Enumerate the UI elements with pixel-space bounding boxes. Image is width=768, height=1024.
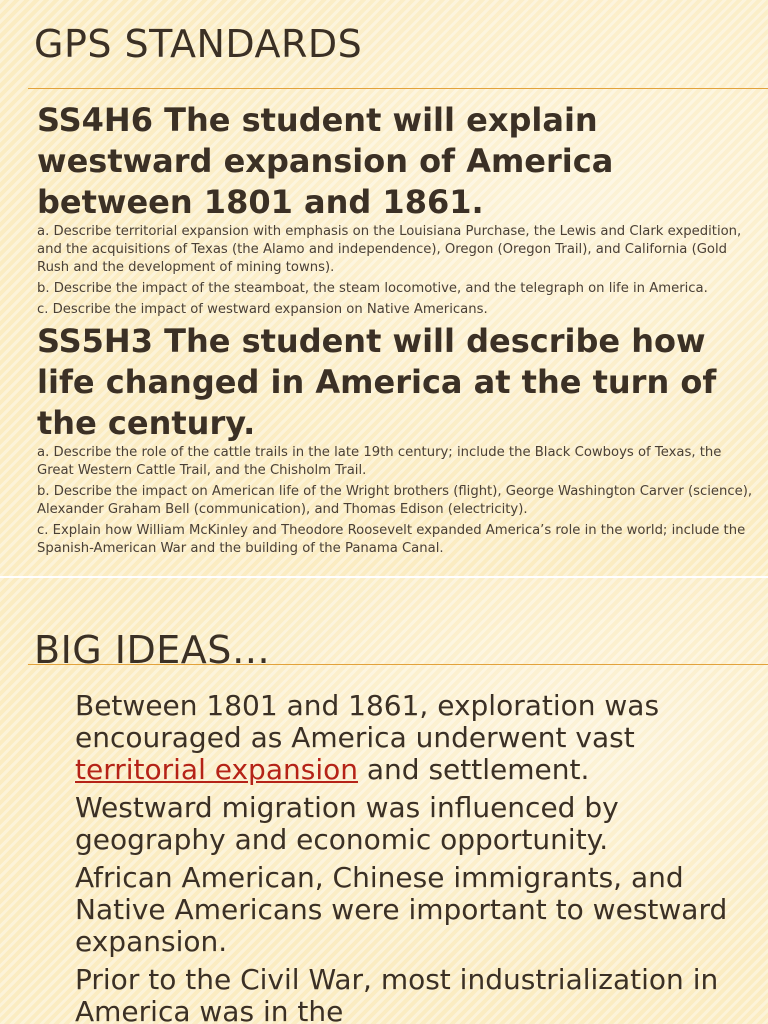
standard-heading-text: SS5H3 The student will describe how life changed in America at the turn of the century. bbox=[37, 322, 717, 442]
big-idea-text: Between 1801 and 1861, exploration was encouraged as America underwent vast bbox=[75, 689, 660, 754]
title-divider bbox=[28, 664, 768, 665]
slide-content bbox=[0, 100, 768, 558]
big-idea-text: Westward migration was influenced by geography and economic opportunity. bbox=[75, 791, 619, 856]
sub-point-text: b. Describe the impact of the steamboat, the steam locomotive, and the telegraph on life in America. bbox=[37, 281, 708, 296]
sub-point bbox=[0, 522, 768, 558]
big-idea bbox=[0, 964, 768, 1024]
standard-heading-text: SS4H6 The student will explain westward expansion of America between 1801 and 1861. bbox=[37, 101, 614, 221]
big-idea-text: Prior to the Civil War, most industrialization in America was in the bbox=[75, 963, 719, 1024]
big-idea-text: African American, Chinese immigrants, and Native Americans were important to westward expansion. bbox=[75, 861, 728, 958]
sub-point-text: c. Explain how William McKinley and Theodore Roosevelt expanded America’s role in the world; include the Spanish-American War and the building of the Panama Canal. bbox=[37, 523, 746, 556]
sub-point bbox=[0, 483, 768, 519]
slide-content bbox=[0, 690, 768, 1024]
sub-point bbox=[0, 444, 768, 480]
sub-point-text: b. Describe the impact on American life of the Wright brothers (flight), George Washington Carver (science), Alexander Graham Bell (communication), and Thomas Edison (electricity). bbox=[37, 484, 753, 517]
big-idea bbox=[0, 862, 768, 958]
standard-heading bbox=[0, 321, 768, 444]
big-idea bbox=[0, 690, 768, 786]
slide-big-ideas bbox=[0, 578, 768, 1024]
slide-title: BIG IDEAS… bbox=[34, 628, 271, 672]
sub-point-text: a. Describe territorial expansion with emphasis on the Louisiana Purchase, the Lewis and Clark expedition, and the acquisitions of Texas (the Alamo and independence), Oregon (Oregon Trail), and California (Gold Rush and the development of mining towns). bbox=[37, 224, 742, 275]
big-idea-text-end: and settlement. bbox=[357, 753, 590, 786]
standard-heading bbox=[0, 100, 768, 223]
sub-point-text: a. Describe the role of the cattle trails in the late 19th century; include the Black Cowboys of Texas, the Great Western Cattle Trail, and the Chisholm Trail. bbox=[37, 445, 722, 478]
sub-point-text: c. Describe the impact of westward expansion on Native Americans. bbox=[37, 302, 488, 317]
sub-point bbox=[0, 223, 768, 277]
big-idea bbox=[0, 792, 768, 856]
title-divider bbox=[28, 88, 768, 89]
territorial-expansion-link[interactable]: territorial expansion bbox=[75, 753, 358, 786]
sub-point bbox=[0, 280, 768, 298]
sub-point bbox=[0, 301, 768, 319]
slide-title: GPS STANDARDS bbox=[34, 22, 363, 66]
